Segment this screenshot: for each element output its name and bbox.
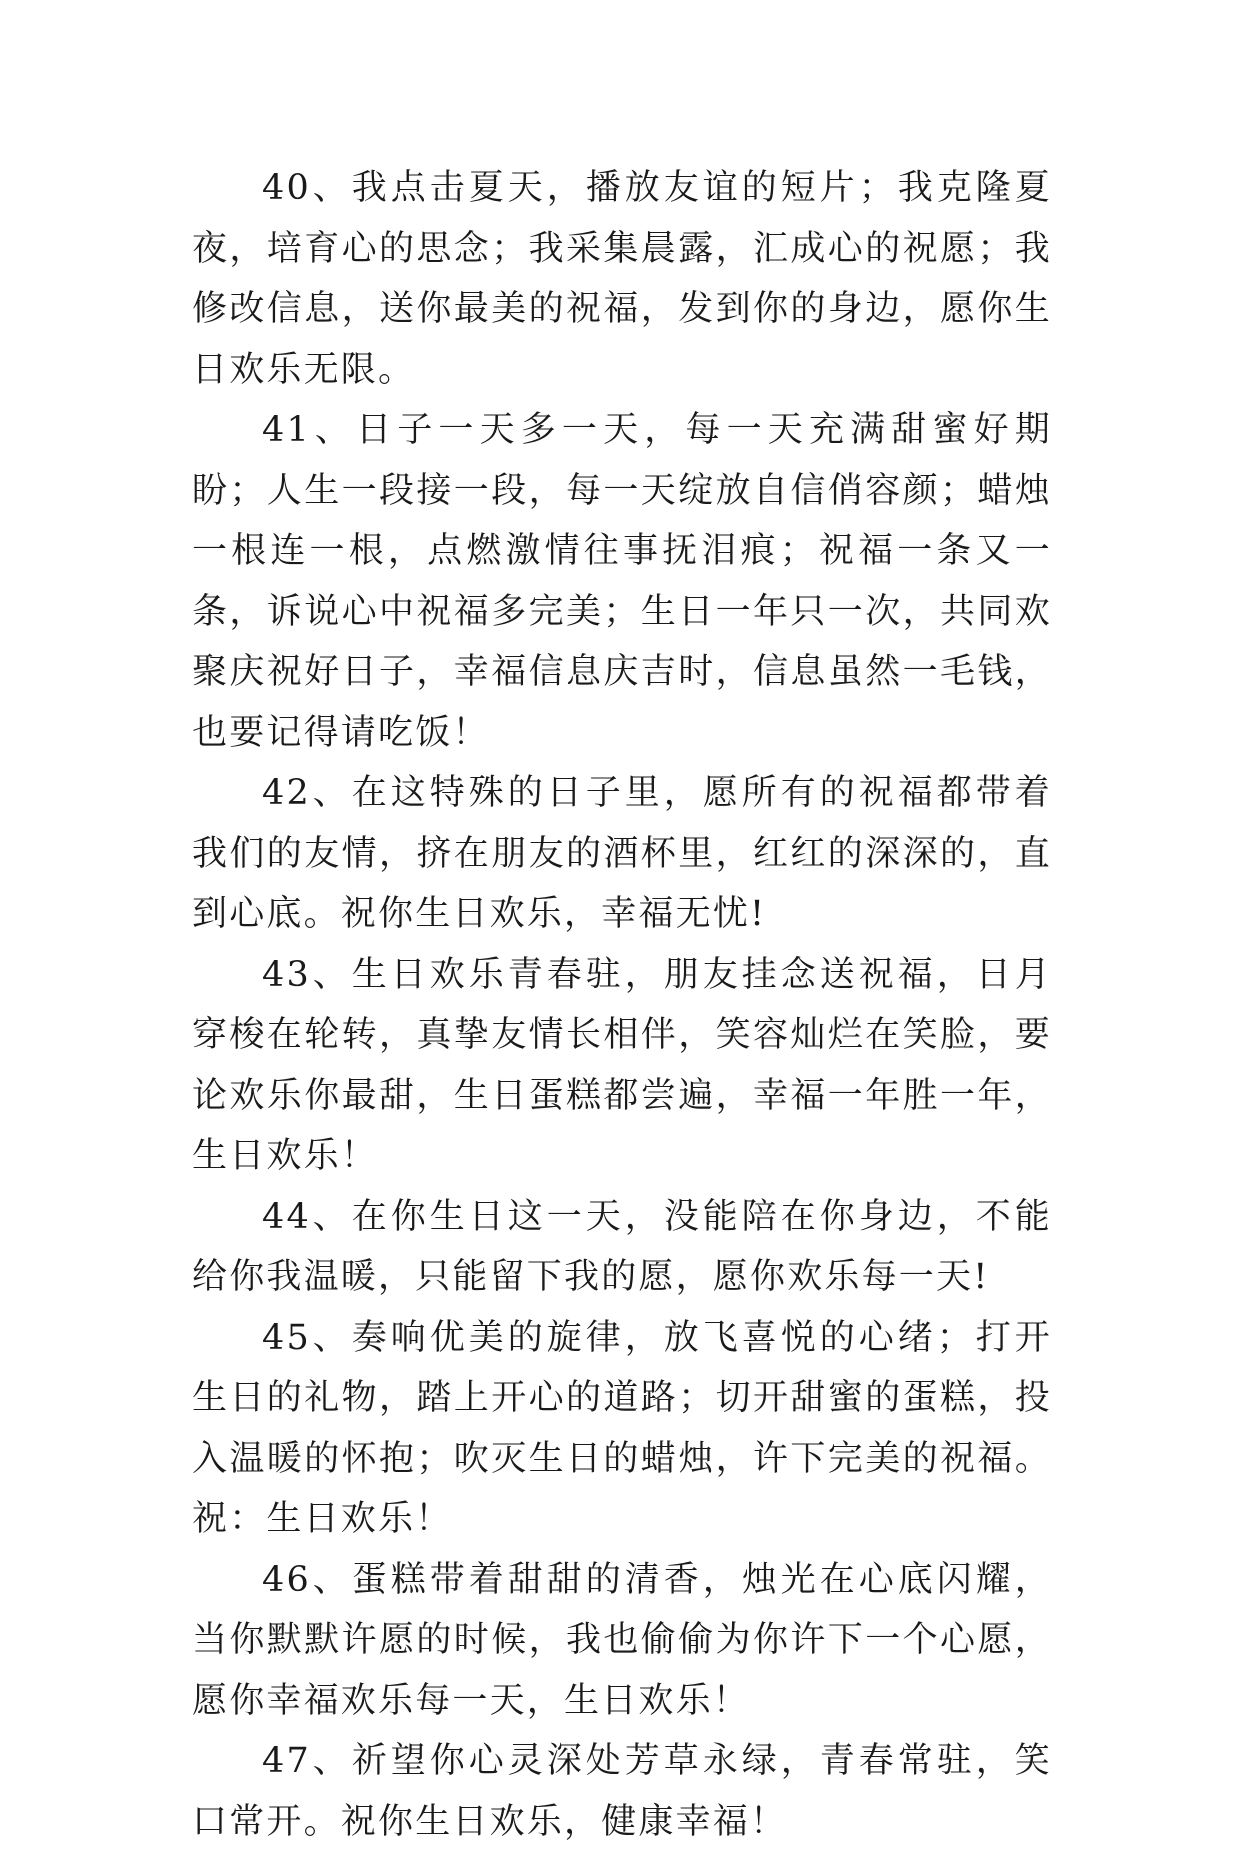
paragraph-47: 47、祈望你心灵深处芳草永绿，青春常驻，笑口常开。祝你生日欢乐，健康幸福！ bbox=[192, 1741, 1052, 1842]
paragraph-41: 41、日子一天多一天，每一天充满甜蜜好期盼；人生一段接一段，每一天绽放自信俏容颜；蜡烛一根连一根，点燃激情往事抚泪痕；祝福一条又一条，诉说心中祝福多完美；生日一年只一次，共同欢聚庆祝好日子，幸福信息庆吉时，信息虽然一毛钱，也要记得请吃饭！ bbox=[192, 410, 1052, 753]
paragraph-46: 46、蛋糕带着甜甜的清香，烛光在心底闪耀，当你默默许愿的时候，我也偷偷为你许下一个心愿，愿你幸福欢乐每一天，生日欢乐！ bbox=[192, 1559, 1052, 1721]
paragraph-45: 45、奏响优美的旋律，放飞喜悦的心绪；打开生日的礼物，踏上开心的道路；切开甜蜜的蛋糕，投入温暖的怀抱；吹灭生日的蜡烛，许下完美的祝福。祝：生日欢乐！ bbox=[192, 1317, 1052, 1539]
document-body bbox=[192, 158, 1052, 1852]
paragraph-40: 40、我点击夏天，播放友谊的短片；我克隆夏夜，培育心的思念；我采集晨露，汇成心的祝愿；我修改信息，送你最美的祝福，发到你的身边，愿你生日欢乐无限。 bbox=[192, 168, 1052, 390]
paragraph-43: 43、生日欢乐青春驻，朋友挂念送祝福，日月穿梭在轮转，真挚友情长相伴，笑容灿烂在笑脸，要论欢乐你最甜，生日蛋糕都尝遍，幸福一年胜一年，生日欢乐！ bbox=[192, 954, 1052, 1176]
paragraph-44: 44、在你生日这一天，没能陪在你身边，不能给你我温暖，只能留下我的愿，愿你欢乐每一天! bbox=[192, 1196, 1052, 1297]
paragraph-42: 42、在这特殊的日子里，愿所有的祝福都带着我们的友情，挤在朋友的酒杯里，红红的深深的，直到心底。祝你生日欢乐，幸福无忧! bbox=[192, 773, 1052, 934]
